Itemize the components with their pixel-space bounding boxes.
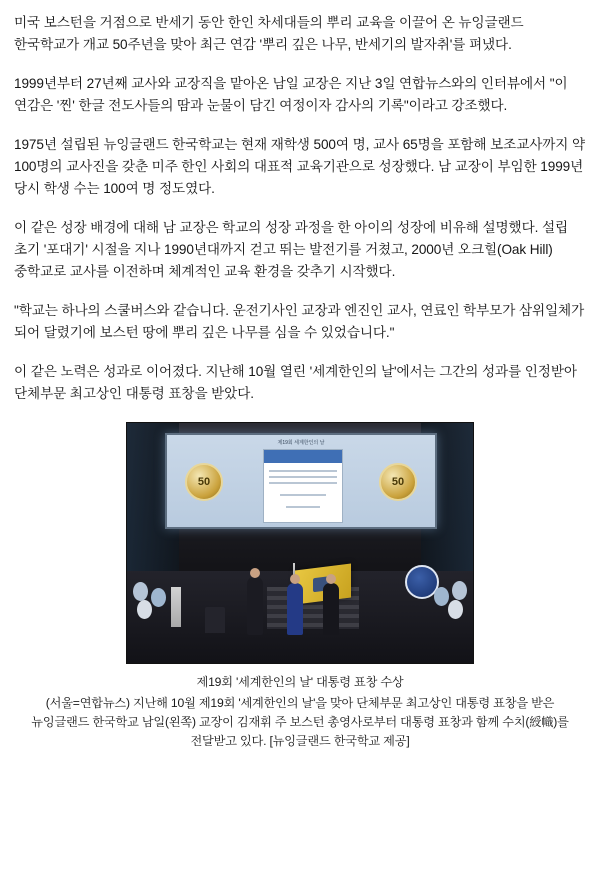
person-figure [247,577,263,635]
certificate-line [280,494,326,496]
certificate-header [264,450,342,463]
paragraph: "학교는 하나의 스쿨버스와 같습니다. 운전기사인 교장과 엔진인 교사, 연료인 학부모가 삼위일체가 되어 달렸기에 보스턴 땅에 뿌리 깊은 나무를 심을 수 있었습니다." [14,303,585,341]
caption-title: 제19회 '세계한인의 날' 대통령 표창 수상 [196,675,404,690]
person-figure [287,583,303,635]
national-flag [171,587,181,627]
screen-certificate [263,449,343,523]
person-figure [323,583,339,635]
ceremony-photo [126,422,474,664]
paragraph: 이 같은 성장 배경에 대해 남 교장은 학교의 성장 과정을 한 아이의 성장에 비유해 설명했다. 설립 초기 '포대기' 시절을 지나 1990년대까지 걷고 뛰는 발전기를 거쳤고, 2000년 오크힐(Oak Hill) 중학교로 교사를 이전하며 체계적인 교육 환경을 갖추기 시작했다. [14,220,569,280]
certificate-line [286,506,320,508]
certificate-line [269,476,337,478]
paragraph: 1975년 설립된 뉴잉글랜드 한국학교는 현재 재학생 500여 명, 교사 65명을 포함해 보조교사까지 약 100명의 교사진을 갖춘 미주 한인 사회의 대표적 교육기관으로 성장했다. 남 교장이 부임한 1999년 당시 학생 수는 100여 명 정도였다. [14,137,586,197]
screen-title-text: 제19회 세계한인의 날 [277,440,325,447]
projection-screen [165,433,437,529]
paragraph: 1999년부터 27년째 교사와 교장직을 맡아온 남일 교장은 지난 3일 연합뉴스와의 인터뷰에서 "이 연감은 '찐' 한글 전도사들의 땀과 눈물이 담긴 여정이자 감사의 기록"이라고 강조했다. [14,76,568,114]
paragraph: 이 같은 노력은 성과로 이어졌다. 지난해 10월 열린 '세계한인의 날'에서는 그간의 성과를 인정받아 단체부문 최고상인 대통령 표창을 받았다. [14,364,577,402]
caption-body: (서울=연합뉴스) 지난해 10월 제19회 '세계한인의 날'을 맞아 단체부문 최고상인 대통령 표창을 받은 뉴잉글랜드 한국학교 남일(왼쪽) 교장이 김재휘 주 보스턴 총영사로부터 대통령 표창과 함께 수치(綬幟)를 전달받고 있다. [뉴잉글랜드 한국학교 제공] [31,696,569,749]
anniversary-badge-left: 50 [185,463,223,501]
certificate-line [269,470,337,472]
figure-caption [14,673,586,751]
article-figure [14,422,586,751]
anniversary-badge-right: 50 [379,463,417,501]
paragraph: 미국 보스턴을 거점으로 반세기 동안 한인 차세대들의 뿌리 교육을 이끌어 온 뉴잉글랜드 한국학교가 개교 50주년을 맞아 최근 연감 '뿌리 깊은 나무, 반세기의 발자취'를 펴냈다. [14,15,524,53]
certificate-line [269,482,337,484]
podium [205,607,225,633]
